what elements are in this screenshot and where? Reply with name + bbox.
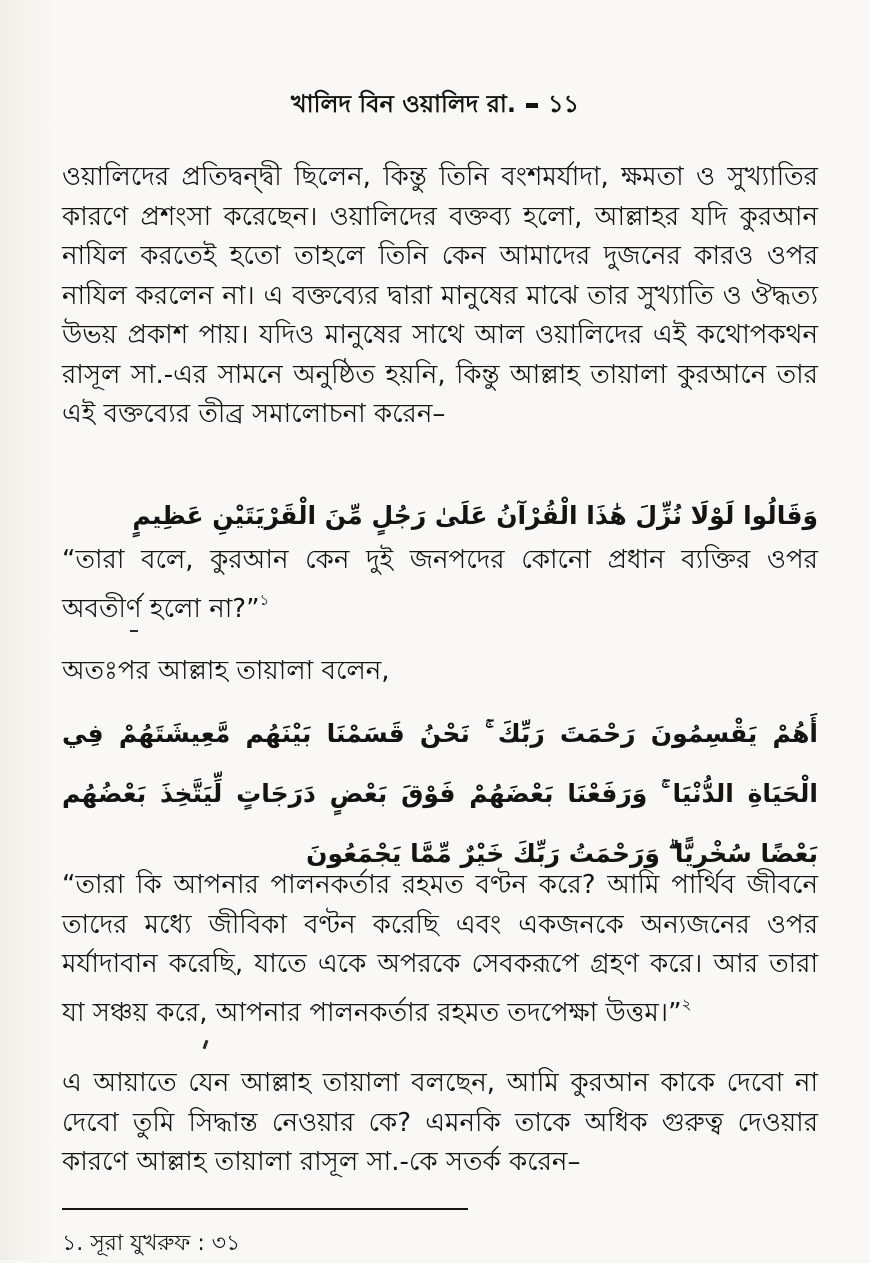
footnote-divider (62, 1208, 468, 1210)
quran-verse-2: أَهُمْ يَقْسِمُونَ رَحْمَتَ رَبِّكَ ۚ نَحْنُ قَسَمْنَا بَيْنَهُم مَّعِيشَتَهُمْ فِي الْحَيَاةِ الدُّنْيَا ۚ وَرَفَعْنَا بَعْضَهُمْ فَوْقَ بَعْضٍ دَرَجَاتٍ لِّيَتَّخِذَ بَعْضُهُم بَعْضًا سُخْرِيًّا ۗ وَرَحْمَتُ رَبِّكَ خَيْرٌ مِّمَّا يَجْمَعُونَ (62, 719, 818, 868)
quran-verse-1: وَقَالُوا لَوْلَا نُزِّلَ هَٰذَا الْقُرْآنُ عَلَىٰ رَجُلٍ مِّنَ الْقَرْيَتَيْنِ عَظِيمٍ (132, 501, 818, 530)
footnote-ref-1: ১ (259, 590, 270, 609)
verse-translation-1 (62, 541, 818, 629)
footnote-text: ১. সূরা যুখরুফ : ৩১ (62, 1231, 241, 1256)
translation-text: “তারা বলে, কুরআন কেন দুই জনপদের কোনো প্রধান ব্যক্তির ওপর অবতীর্ণ হলো না?” (62, 545, 818, 624)
running-head (0, 86, 870, 126)
verse-translation-2 (62, 866, 818, 1033)
ink-speck (130, 630, 138, 632)
ink-speck (203, 1040, 209, 1049)
body-paragraph-1: ওয়ালিদের প্রতিদ্বন্দ্বী ছিলেন, কিন্তু তিনি বংশমর্যাদা, ক্ষমতা ও সুখ্যাতির কারণে প্রশংসা করেছেন। ওয়ালিদের বক্তব্য হলো, আল্লাহর যদি কুরআন নাযিল করতেই হতো তাহলে তিনি কেন আমাদের দুজনের কারও ওপর নাযিল করলেন না। এ বক্তব্যের দ্বারা মানুষের মাঝে তার সুখ্যাতি ও ঔদ্ধত্য উভয় প্রকাশ পায়। যদিও মানুষের সাথে আল ওয়ালিদের এই কথোপকথন রাসূল সা.-এর সামনে অনুষ্ঠিত হয়নি, কিন্তু আল্লাহ তায়ালা কুরআনে তার এই বক্তব্যের তীব্র সমালোচনা করেন– (62, 162, 818, 429)
separator-mark (526, 103, 538, 108)
footnote-ref-2: ২ (681, 994, 692, 1013)
page-number: ১১ (547, 90, 580, 118)
body-paragraph-2: অতঃপর আল্লাহ তায়ালা বলেন, (62, 656, 390, 686)
translation-text: “তারা কি আপনার পালনকর্তার রহমত বণ্টন করে? আমি পার্থিব জীবনে তাদের মধ্যে জীবিকা বণ্টন করেছি এবং একজনকে অন্যজনের ওপর মর্যাদাবান করেছি, যাতে একে অপরকে সেবকরূপে গ্রহণ করে। আর তারা যা সঞ্চয় করে, আপনার পালনকর্তার রহমত তদপেক্ষা উত্তম।” (62, 870, 818, 1028)
chapter-title: খালিদ বিন ওয়ালিদ রা. (290, 90, 516, 118)
body-paragraph-3: এ আয়াতে যেন আল্লাহ তায়ালা বলছেন, আমি কুরআন কাকে দেবো না দেবো তুমি সিদ্ধান্ত নেওয়ার কে? এমনকি তাকে অধিক গুরুত্ব দেওয়ার কারণে আল্লাহ তায়ালা রাসূল সা.-কে সতর্ক করেন– (62, 1068, 818, 1177)
